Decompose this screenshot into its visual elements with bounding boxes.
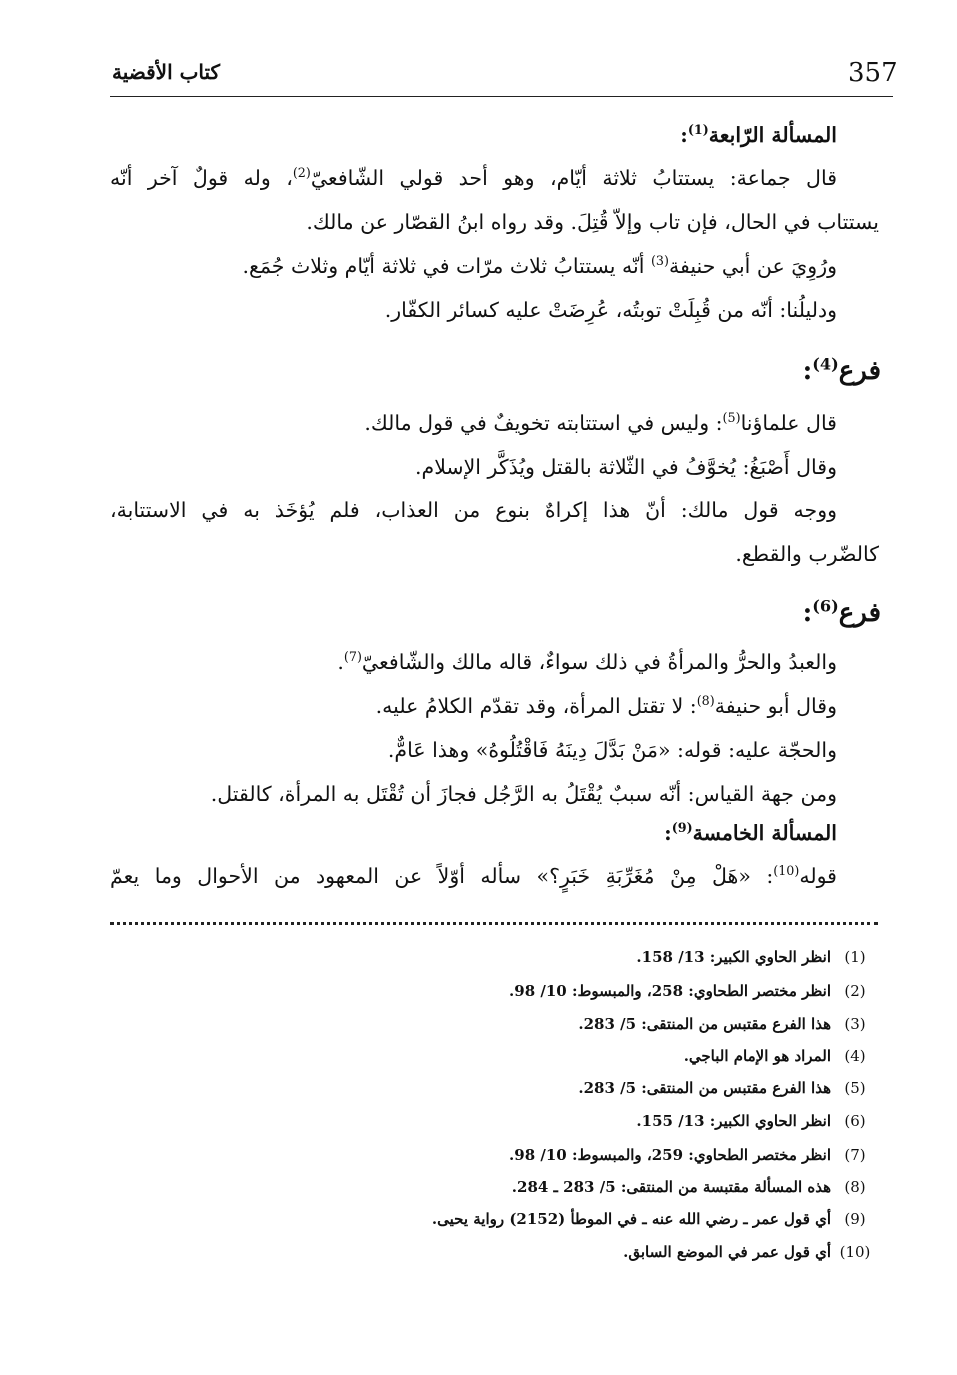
footnote: [636, 950, 879, 965]
footnote-ref: (2): [292, 165, 311, 181]
paragraph-line: [110, 863, 837, 888]
text-run: .: [337, 650, 344, 674]
footnote-number: (5): [844, 1079, 866, 1097]
text-run: والعبدُ والحرُّ والمرأةُ في ذلك سواءٌ، قاله مالك والشّافعيّ: [361, 650, 837, 674]
footnote: [509, 1148, 879, 1163]
header-rule: [110, 96, 893, 97]
section-heading-5: [664, 820, 837, 845]
text-run: ورُوِيَ عن أبي حنيفة: [668, 254, 837, 278]
heading-text: فرع: [838, 356, 881, 386]
footnote: [578, 1017, 879, 1032]
footnote-text: المراد هو الإمام الباجي.: [683, 1047, 831, 1065]
footnote-number: (2): [844, 982, 866, 1000]
heading-text: المسألة الرّابعة: [708, 123, 837, 147]
footnote-number: (7): [844, 1146, 866, 1164]
footnote-ref: (8): [696, 693, 715, 709]
paragraph-line: [364, 410, 837, 435]
footnote-number: (3): [844, 1015, 866, 1033]
footnote-ref: (3): [650, 253, 669, 269]
footnote-number: (1): [844, 948, 866, 966]
heading-colon: :: [802, 356, 813, 386]
text-run: : لا تقتل المرأة، وقد تقدّم الكلامُ عليه.: [375, 694, 697, 718]
footnote-number: (6): [844, 1112, 866, 1130]
footnote-text: هذا الفرع مقتبس من المنتقى: 5/ 283.: [578, 1015, 831, 1033]
footnote-number: (8): [844, 1178, 866, 1196]
paragraph-line: وقال أَصْبَغُ: يُخوَّفُ في الثّلاثة بالقتل ويُذَكَّر الإسلام.: [414, 455, 837, 479]
running-title: كتاب الأقضية: [112, 60, 221, 84]
footnote: [512, 1180, 879, 1195]
far-heading-2: [802, 596, 881, 628]
text-run: قال علماؤنا: [740, 411, 837, 435]
footnote-ref: (6): [812, 596, 839, 616]
paragraph-line: ووجه قول مالك: أنّ هذا إكراهٌ بنوع من العذاب، فلم يُؤخَذ به في الاستتابة،: [110, 498, 837, 522]
text-run: قوله: [799, 864, 837, 888]
footnote-text: انظر مختصر الطحاوي: 259، والمبسوط: 10/ 98.: [509, 1146, 831, 1164]
footnote: [578, 1081, 879, 1096]
heading-text: فرع: [838, 598, 881, 628]
footnote-text: أي قول عمر ـ رضي الله عنه ـ في الموطأ (2152) رواية يحيى.: [431, 1210, 831, 1228]
heading-colon: :: [802, 598, 813, 628]
footnote-number: (10): [839, 1243, 871, 1261]
footnote: [684, 1049, 879, 1064]
page-number: 357: [848, 58, 898, 88]
paragraph-line: ودليلُنا: أنّه من قُبِلَتْ توبتُه، عُرِضَتْ عليه كسائر الكفّار.: [384, 298, 837, 322]
text-run: وقال أبو حنيفة: [714, 694, 837, 718]
footnote-text: هذه المسألة مقتبسة من المنتقى: 5/ 283 ـ 284.: [511, 1178, 831, 1196]
paragraph-line: [337, 649, 837, 674]
paragraph-line: والحجّة عليه: قوله: «مَنْ بَدَّلَ دِينَهُ فَاقْتُلُوهُ» وهذا عَامٌّ.: [387, 738, 837, 762]
footnote: [432, 1212, 879, 1227]
heading-text: المسألة الخامسة: [692, 821, 837, 845]
footnote-text: أي قول عمر في الموضع السابق.: [623, 1243, 831, 1261]
footnote: [623, 1245, 879, 1260]
footnote-ref: (9): [671, 820, 693, 836]
footnote-number: (4): [844, 1047, 866, 1065]
text-run: ، وله قولٌ آخر أنّه: [110, 166, 293, 190]
text-run: : وليس في استتابته تخويفٌ في قول مالك.: [364, 411, 723, 435]
text-run: قال جماعة: يستتابُ ثلاثة أيّام، وهو أحد قولي الشّافعيّ: [310, 166, 837, 190]
paragraph-line: [242, 253, 837, 278]
footnote: [509, 984, 879, 999]
paragraph-line: يستتاب في الحال، فإن تاب وإلاّ قُتِلَ. وقد رواه ابنُ القصّار عن مالك.: [306, 210, 879, 234]
heading-colon: :: [664, 821, 672, 845]
footnote-text: انظر الحاوي الكبير: 13/ 155.: [636, 1112, 831, 1130]
footnote-ref: (7): [343, 649, 362, 665]
text-run: أنّه يستتابُ ثلاث مرّات في ثلاثة أيّام وثلاث جُمَع.: [242, 254, 651, 278]
far-heading-1: [802, 354, 881, 386]
paragraph-line: كالضّرب والقطع.: [735, 542, 879, 566]
footnote-text: هذا الفرع مقتبس من المنتقى: 5/ 283.: [578, 1079, 831, 1097]
section-heading-4: [680, 122, 837, 147]
footnote-separator: [110, 922, 878, 925]
paragraph-line: ومن جهة القياس: أنّه سببٌ يُقْتَلُ به الرَّجُل فجازَ أن تُقْتَل به المرأة، كالقتل.: [210, 782, 837, 806]
footnote-ref: (10): [773, 863, 800, 879]
paragraph-line: [110, 165, 837, 190]
footnote: [636, 1114, 879, 1129]
text-run: : «هَلْ مِنْ مُغَرِّبَةِ خَبَرٍ؟» سأله أوّلاً عن المعهود من الأحوال وما يعمّ: [110, 864, 774, 888]
footnote-text: انظر الحاوي الكبير: 13/ 158.: [636, 948, 831, 966]
footnote-number: (9): [844, 1210, 866, 1228]
footnote-ref: (5): [722, 410, 741, 426]
footnote-ref: (1): [687, 122, 709, 138]
footnote-text: انظر مختصر الطحاوي: 258، والمبسوط: 10/ 98.: [509, 982, 831, 1000]
paragraph-line: [375, 693, 837, 718]
footnote-ref: (4): [812, 354, 839, 374]
heading-colon: :: [680, 123, 688, 147]
